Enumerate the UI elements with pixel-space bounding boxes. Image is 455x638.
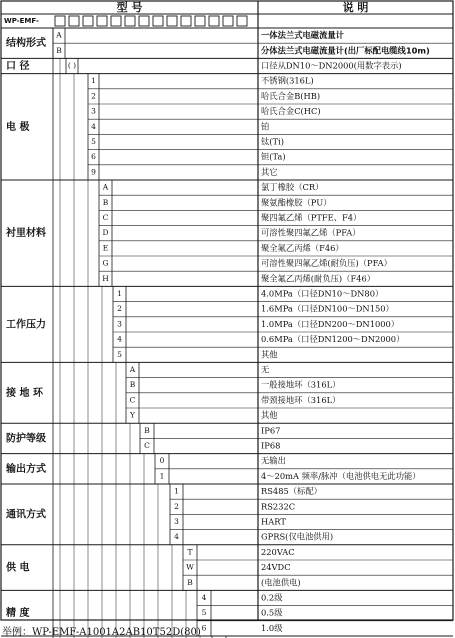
description-text: RS485（标配） <box>261 486 322 497</box>
code-value: A <box>129 365 136 374</box>
code-box <box>125 16 135 26</box>
code-value: T <box>187 547 193 557</box>
description-text: RS232C <box>261 501 296 512</box>
code-value: 9 <box>91 167 96 177</box>
code-box <box>209 16 219 26</box>
description-text: IP67 <box>261 425 281 436</box>
code-box <box>83 16 93 26</box>
code-box <box>181 16 191 26</box>
description-text: (电池供电) <box>261 577 301 588</box>
code-value: 3 <box>117 319 122 329</box>
code-box <box>195 16 205 26</box>
code-value: C <box>102 213 109 222</box>
code-value: 3 <box>91 106 96 116</box>
code-value: 4 <box>174 532 179 542</box>
code-value: A <box>102 182 109 192</box>
description-text: 一体法兰式电磁流量计 <box>261 30 344 41</box>
code-value: 2 <box>91 91 96 101</box>
description-text: 可溶性聚四氟乙烯（PFA） <box>261 227 361 238</box>
section-label: 精 度 <box>6 608 30 620</box>
section-label: 防护等级 <box>6 433 46 445</box>
code-value: 5 <box>201 608 207 618</box>
code-value: W <box>186 562 194 572</box>
description-text: 4～20mA 频率/脉冲（电池供电无此功能） <box>261 470 421 481</box>
code-value: 2 <box>174 501 179 511</box>
code-value: C <box>129 395 136 405</box>
description-text: 其他 <box>261 410 278 421</box>
code-value: G <box>102 258 109 268</box>
code-box <box>223 16 233 26</box>
description-text: GPRS(仅电池供用) <box>261 531 334 542</box>
section-label: 通讯方式 <box>6 509 46 521</box>
description-text: 0.6MPa（口径DN1200～DN2000） <box>261 334 405 345</box>
code-value: A <box>56 30 62 40</box>
code-value: 0 <box>159 456 165 466</box>
code-value: 1 <box>117 289 122 298</box>
code-value: B <box>187 577 193 587</box>
code-value: H <box>102 273 109 283</box>
code-box <box>139 16 149 26</box>
model-header: 型 号 <box>116 1 143 14</box>
code-value: 5 <box>117 349 122 359</box>
code-value: 4 <box>117 334 122 344</box>
section-label: 接 地 环 <box>6 387 43 399</box>
example-text: 举例：WP-EMF-A1001A2AB10T52D(80) <box>2 627 201 638</box>
code-value: B <box>56 45 62 55</box>
code-value: 1 <box>174 486 179 496</box>
code-value: Y <box>130 410 135 420</box>
model-prefix: WP-EMF- <box>4 17 39 25</box>
description-text: 其它 <box>261 166 278 177</box>
code-value: D <box>102 228 109 238</box>
code-value: 6 <box>91 152 96 162</box>
code-box <box>69 16 79 26</box>
description-text: IP68 <box>261 440 281 451</box>
description-text: 1.6MPa（口径DN100～DN150） <box>261 303 394 314</box>
code-box <box>167 16 177 26</box>
description-text: 口径从DN10～DN2000(用数字表示) <box>261 60 402 71</box>
description-text: 铂 <box>261 121 270 132</box>
code-box <box>153 16 163 26</box>
description-text: 1.0MPa（口径DN200～DN1000） <box>261 318 400 329</box>
description-text: 不锈钢(316L) <box>261 75 314 86</box>
description-text: 可溶性聚四氟乙烯(耐负压)（PFA） <box>261 258 392 269</box>
section-label: 供 电 <box>6 562 30 574</box>
description-text: 220VAC <box>261 546 295 557</box>
code-value: B <box>144 425 150 435</box>
code-value: B <box>129 380 136 390</box>
description-text: 哈氏合金B(HB) <box>261 90 321 101</box>
code-value: E <box>102 243 109 253</box>
section-label: 电 极 <box>6 121 30 133</box>
code-value: 4 <box>201 593 207 602</box>
code-value: 5 <box>91 137 96 146</box>
code-box <box>111 16 121 26</box>
description-text: 无输出 <box>261 455 286 466</box>
code-box <box>55 16 65 26</box>
description-text: 其他 <box>261 349 278 360</box>
description-text: 氯丁橡胶（CR） <box>261 182 324 193</box>
description-text: 24VDC <box>261 562 291 573</box>
description-text: 聚全氟乙丙烯（F46） <box>261 242 344 253</box>
code-value: 4 <box>91 121 96 131</box>
code-value: 1 <box>91 76 96 86</box>
description-header: 说 明 <box>342 1 369 14</box>
section-label: 工作压力 <box>6 319 46 331</box>
description-text: 聚氨酯橡胶（PU） <box>261 197 332 208</box>
description-text: 1.0级 <box>261 622 283 633</box>
code-value: 3 <box>174 517 179 526</box>
description-text: 聚四氟乙烯（PTFE、F4） <box>261 212 362 223</box>
description-text: 无 <box>261 364 270 375</box>
section-label: 结构形式 <box>6 38 46 50</box>
description-text: HART <box>261 516 286 527</box>
description-text: 0.2级 <box>261 592 283 603</box>
description-text: 带颈接地环（316L） <box>261 394 341 405</box>
code-value: ( ) <box>67 61 77 70</box>
description-text: 一般接地环（316L） <box>261 379 341 390</box>
description-text: 0.5级 <box>261 607 283 618</box>
section-label: 衬里材料 <box>6 228 46 240</box>
description-text: 聚全氟乙丙烯(耐负压)（F46） <box>261 273 376 284</box>
code-value: C <box>144 441 150 450</box>
code-value: B <box>102 197 109 207</box>
code-value: 1 <box>159 471 165 481</box>
description-text: 分体法兰式电磁流量计(出厂标配电缆线10m) <box>261 45 430 56</box>
code-box <box>237 16 247 26</box>
description-text: 哈氏合金C(HC) <box>261 106 321 117</box>
section-label: 输出方式 <box>6 463 46 475</box>
section-label: 口 径 <box>6 61 30 72</box>
code-value: 6 <box>201 623 207 633</box>
description-text: 钽(Ta) <box>261 151 286 162</box>
description-text: 4.0MPa（口径DN10～DN80） <box>261 288 384 299</box>
code-value: 2 <box>117 304 122 314</box>
description-text: 钛(Ti) <box>261 136 284 147</box>
code-box <box>97 16 107 26</box>
